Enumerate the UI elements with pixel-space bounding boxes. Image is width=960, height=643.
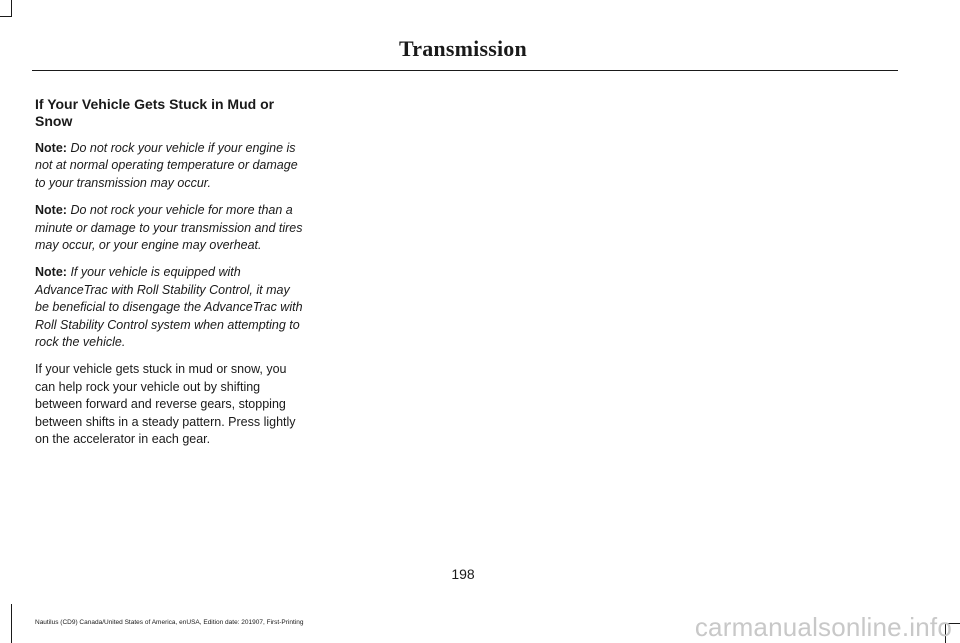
note-label: Note: xyxy=(35,203,67,218)
page-number: 198 xyxy=(451,566,475,582)
crop-mark-bottom-left xyxy=(11,604,12,643)
note-text: If your vehicle is equipped with AdvanceTrac with Roll Stability Control, it may be beneficial to disengage the AdvanceTrac with Roll Stability Control system when attempting to rock the vehicle. xyxy=(35,265,303,350)
chapter-title: Transmission xyxy=(399,36,527,61)
body-paragraph: If your vehicle gets stuck in mud or snow, you can help rock your vehicle out by shifting between forward and reverse gears, stopping between shifts in a steady pattern. Press lightly on the accelerator in each gear. xyxy=(35,362,296,447)
main-content xyxy=(35,96,307,459)
note-text: Do not rock your vehicle for more than a minute or damage to your transmission and tires may occur, or your engine may overheat. xyxy=(35,203,303,253)
note-paragraph xyxy=(35,202,307,254)
crop-mark-top-left-horizontal xyxy=(0,16,12,17)
section-heading: If Your Vehicle Gets Stuck in Mud or Snow xyxy=(35,96,275,129)
note-text: Do not rock your vehicle if your engine is not at normal operating temperature or damage to your transmission may occur. xyxy=(35,141,298,190)
note-label: Note: xyxy=(35,265,67,280)
crop-mark-top-left-vertical xyxy=(11,0,12,16)
header-divider xyxy=(32,70,898,71)
note-label: Note: xyxy=(35,141,67,155)
note-paragraph xyxy=(35,140,307,192)
edition-footer: Nautilus (CD9) Canada/United States of America, enUSA, Edition date: 201907, First-Printing xyxy=(35,619,304,626)
watermark-text: carmanualsonline.info xyxy=(694,612,952,642)
note-paragraph xyxy=(35,264,307,351)
